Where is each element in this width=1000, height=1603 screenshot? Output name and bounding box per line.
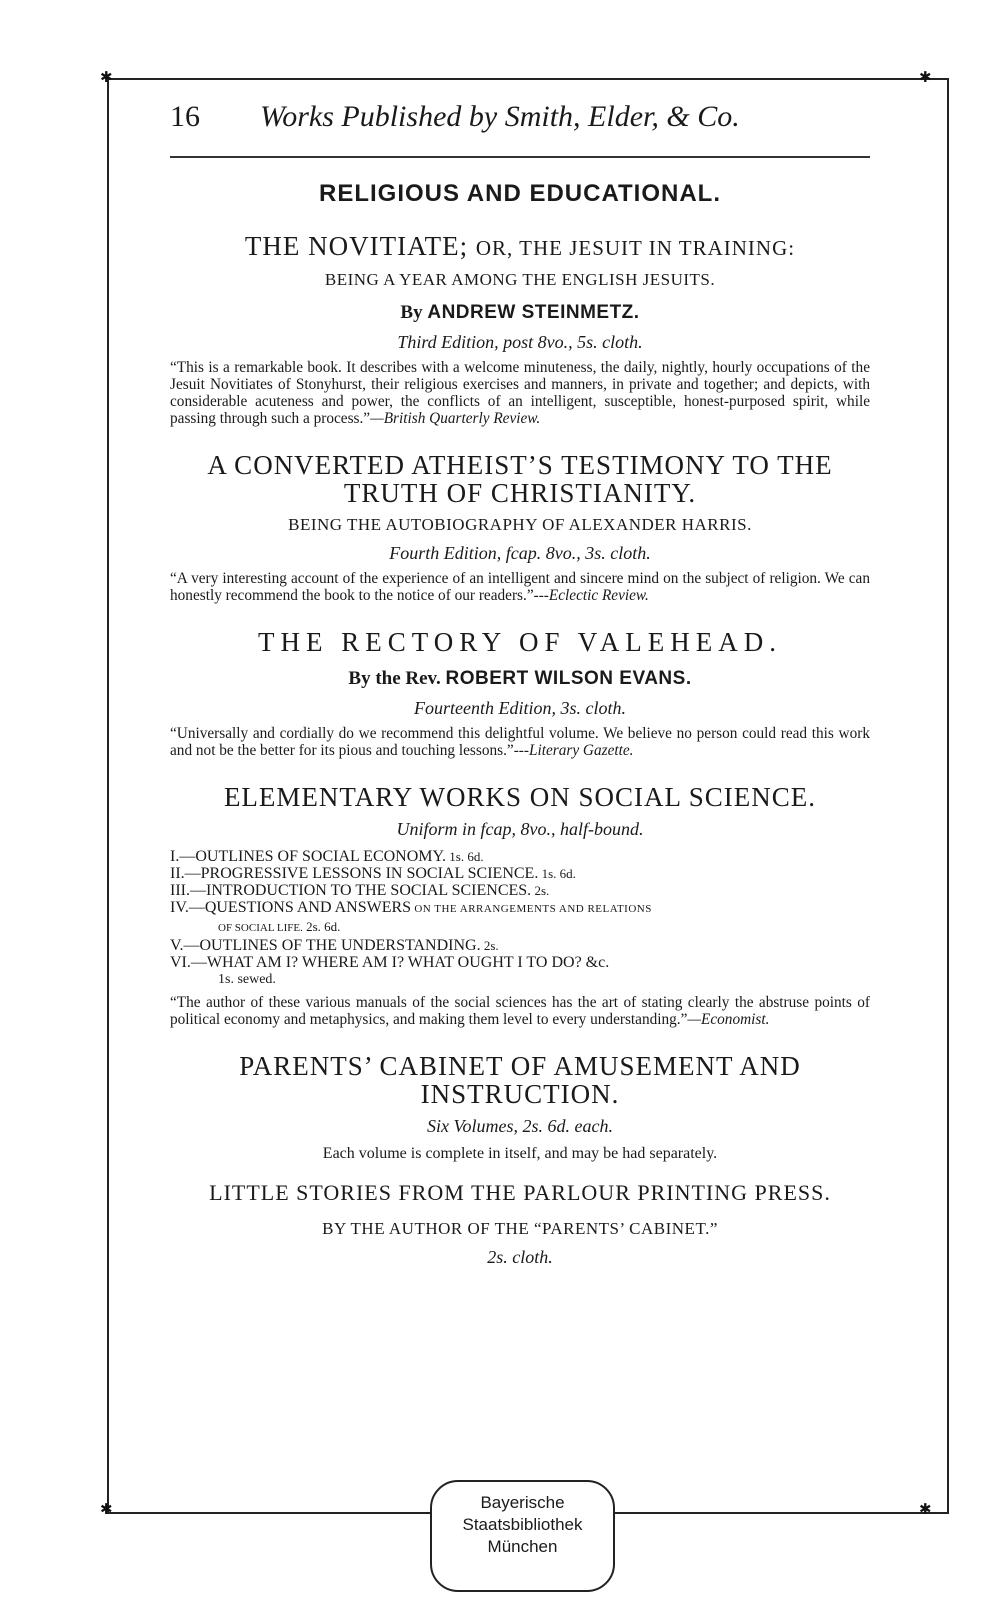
- page-number: 16: [170, 100, 200, 133]
- review-source: ---Eclectic Review.: [533, 587, 649, 604]
- novitiate-review: [170, 359, 870, 427]
- stories-title: LITTLE STORIES FROM THE PARLOUR PRINTING PRESS.: [209, 1180, 831, 1205]
- list-item: [170, 848, 870, 865]
- author-by: By: [400, 302, 423, 323]
- parents-note: Each volume is complete in itself, and may be had separately.: [322, 1145, 718, 1162]
- list-item-title: II.—PROGRESSIVE LESSONS IN SOCIAL SCIENCE.: [170, 865, 539, 882]
- list-item-title: I.—OUTLINES OF SOCIAL ECONOMY.: [170, 848, 447, 865]
- rectory-title: THE RECTORY OF VALEHEAD.: [257, 627, 783, 657]
- atheist-subtitle: BEING THE AUTOBIOGRAPHY OF ALEXANDER HARRIS.: [288, 515, 752, 534]
- list-item-continuation: [170, 918, 870, 937]
- section-heading: RELIGIOUS AND EDUCATIONAL.: [319, 180, 721, 207]
- library-stamp: [430, 1480, 615, 1592]
- stamp-line: München: [487, 1537, 558, 1556]
- author-name: ROBERT WILSON EVANS.: [445, 668, 692, 689]
- stories-subtitle: BY THE AUTHOR OF THE “PARENTS’ CABINET.”: [322, 1219, 718, 1238]
- novitiate-title-sub: OR, THE JESUIT IN TRAINING:: [475, 236, 796, 260]
- list-item-title: V.—OUTLINES OF THE UNDERSTANDING.: [170, 937, 481, 954]
- parents-edition: Six Volumes, 2s. 6d. each.: [427, 1116, 613, 1136]
- page-content: [170, 100, 870, 1268]
- rectory-edition: Fourteenth Edition, 3s. cloth.: [414, 698, 626, 718]
- review-text: “A very interesting account of the experience of an intelligent and sincere mind on the subject of religion. We can honestly recommend the book to the notice of our readers.”: [170, 570, 870, 604]
- atheist-edition: Fourth Edition, fcap. 8vo., 3s. cloth.: [389, 543, 651, 563]
- list-item-price: 2s.: [480, 938, 499, 953]
- novitiate-subtitle: BEING A YEAR AMONG THE ENGLISH JESUITS.: [324, 270, 716, 289]
- social-review: [170, 994, 870, 1028]
- rectory-review: [170, 725, 870, 759]
- social-title: ELEMENTARY WORKS ON SOCIAL SCIENCE.: [223, 782, 817, 812]
- novitiate-title-main: THE NOVITIATE;: [244, 231, 476, 261]
- author-by: By the Rev.: [348, 668, 441, 689]
- frame-corner-ornament: ✱: [100, 1502, 113, 1518]
- list-item-price: 2s. 6d.: [302, 919, 341, 934]
- list-item-title: III.—INTRODUCTION TO THE SOCIAL SCIENCES.: [170, 882, 532, 899]
- frame-corner-ornament: ✱: [919, 1502, 932, 1518]
- list-item: [170, 937, 870, 954]
- novitiate-author: [170, 302, 870, 324]
- parents-title-line1: PARENTS’ CABINET OF AMUSEMENT AND: [239, 1051, 801, 1081]
- list-item: [170, 865, 870, 882]
- review-text: “The author of these various manuals of the social sciences has the art of stating clearly the abstruse points of political economy and metaphysics, and making them level to every understanding.”: [170, 994, 870, 1028]
- page-header: [170, 100, 870, 142]
- running-title: Works Published by Smith, Elder, & Co.: [260, 100, 740, 133]
- stamp-line: Bayerische: [480, 1493, 565, 1512]
- list-item: [170, 882, 870, 899]
- frame-corner-ornament: ✱: [919, 70, 932, 86]
- list-item: [170, 954, 870, 971]
- rectory-author: [170, 668, 870, 690]
- social-works-list: [170, 848, 870, 988]
- atheist-title: [170, 451, 870, 507]
- novitiate-title: [170, 232, 870, 262]
- list-item-price: 1s. 6d.: [538, 866, 576, 881]
- parents-title: [170, 1052, 870, 1108]
- review-text: “This is a remarkable book. It describes with a welcome minuteness, the daily, nightly, hourly occupations of the Jesuit Novitiates of Stonyhurst, their religious exercises and manners, in private and together; and depicts, with considerable acuteness and power, the conflicts of an intelligent, susceptible, honest-purposed spirit, while passing through such a process.”: [170, 359, 870, 427]
- stories-price: 2s. cloth.: [487, 1247, 553, 1267]
- list-item-title: VI.—WHAT AM I? WHERE AM I? WHAT OUGHT I TO DO? &c.: [170, 954, 610, 971]
- parents-title-line2: INSTRUCTION.: [420, 1079, 620, 1109]
- review-source: ---Literary Gazette.: [513, 742, 634, 759]
- list-item-price: 2s.: [531, 883, 550, 898]
- list-item-continuation: 1s. sewed.: [218, 972, 276, 987]
- list-item-subtitle: ON THE ARRANGEMENTS AND RELATIONS: [411, 903, 652, 915]
- list-item-price: 1s. 6d.: [446, 849, 484, 864]
- social-edition: Uniform in fcap, 8vo., half-bound.: [396, 819, 644, 839]
- novitiate-edition: Third Edition, post 8vo., 5s. cloth.: [397, 332, 643, 352]
- review-source: —British Quarterly Review.: [370, 410, 541, 427]
- list-item-title: IV.—QUESTIONS AND ANSWERS: [170, 899, 412, 916]
- author-name: ANDREW STEINMETZ.: [427, 302, 640, 323]
- atheist-review: [170, 570, 870, 604]
- review-text: “Universally and cordially do we recommend this delightful volume. We believe no person could read this work and not be the better for its pious and touching lessons.”: [170, 725, 870, 759]
- stamp-line: Staatsbibliothek: [462, 1515, 583, 1534]
- list-item-subtitle: OF SOCIAL LIFE.: [218, 922, 303, 934]
- atheist-title-line2: TRUTH OF CHRISTIANITY.: [343, 478, 697, 508]
- frame-corner-ornament: ✱: [100, 70, 113, 86]
- review-source: —Economist.: [687, 1011, 770, 1028]
- atheist-title-line1: A CONVERTED ATHEIST’S TESTIMONY TO THE: [207, 450, 833, 480]
- list-item: [170, 899, 870, 918]
- header-rule: [170, 156, 870, 158]
